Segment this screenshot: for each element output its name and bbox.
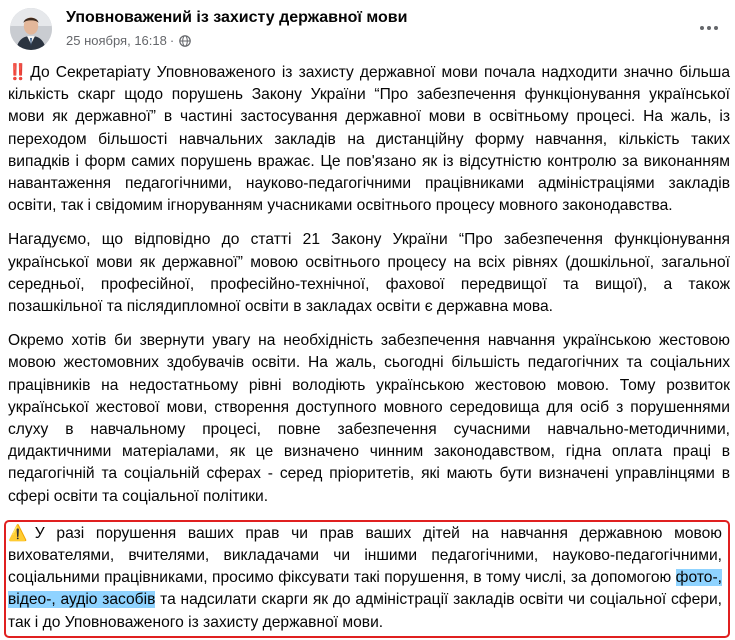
meta-separator: · <box>169 33 175 48</box>
post-paragraph-1 <box>8 62 730 217</box>
post-date[interactable]: 25 ноября, 16:18 <box>66 33 167 48</box>
globe-icon <box>179 35 191 47</box>
post-body <box>8 62 730 638</box>
warning-icon: ⚠️ <box>8 524 35 542</box>
more-options-icon <box>699 25 719 31</box>
warning-text-after: та надсилати скарги як до адміністрації закладів освіти чи соціальної сфери, так і до Уповноваженого із захисту державної мови. <box>8 591 722 631</box>
avatar[interactable] <box>10 8 52 50</box>
warning-text-before: У разі порушення ваших прав чи прав ваших дітей на навчання державною мовою вихователями, вчителями, викладачами чи іншими педагогічними, науково-педагогічними, соціальними працівниками, просимо фіксувати такі порушення, в тому числі, за допомогою <box>8 524 722 587</box>
author-name[interactable]: Уповноважений із захисту державної мови <box>66 9 408 26</box>
post-paragraph-3: Окремо хотів би звернути увагу на необхідність забезпечення навчання українською жестовою мовою жестомовних здобувачів освіти. На жаль, сьогодні більшість педагогічних та соціальних працівників на недостатньому рівні володіють українською жестовою мовою. Тому розвиток української жестової мови, створення доступного мовного середовища для осіб з порушеннями слуху в навчальному процесі, повне забезпечення сучасними навчально-методичними, дидактичними матеріалами, як це визначено чинним законодавством, гідна оплата праці в педагогічній та соціальній сферах - серед пріоритетів, які мають бути визначені управлінцями в сфері освіти та соціальної політики. <box>8 332 730 505</box>
avatar-image <box>10 8 52 50</box>
post-header <box>8 6 727 54</box>
warning-paragraph <box>8 523 722 634</box>
post-meta <box>66 33 191 48</box>
post-paragraph-2: Нагадуємо, що відповідно до статті 21 Закону України “Про забезпечення функціонування української мови як державної” мовою освітнього процесу на всіх рівнях (дошкільної, загальної середньої, професійної, професійно-технічної, фахової передвищої та вищої), а також позашкільної та післядипломної освіти в закладах освіти є державна мова. <box>8 231 730 316</box>
double-exclamation-icon: ‼️ <box>8 64 28 81</box>
selected-text-highlight[interactable]: фото-, відео-, аудіо засобів <box>8 569 722 609</box>
highlighted-warning-frame <box>4 520 730 638</box>
paragraph-1-text: До Секретаріату Уповноваженого із захисту державної мови почала надходити значно більша кількість скарг щодо порушень Закону України “Про забезпечення функціонування української мови як державної” в частині застосування державної мови в освітньому процесі. На жаль, із переходом більшості навчальних закладів на дистанційну форму навчання, кількість таких випадків і форм самих порушень вражає. Це пов'язано як із відсутністю контролю за виконанням навантаження педагогічними, науково-педагогічними працівниками адміністраціями закладів освіти, так і свідомим ігноруванням учасниками освітнього процесу мовного законодавства. <box>8 64 730 215</box>
more-options-button[interactable] <box>695 14 723 42</box>
